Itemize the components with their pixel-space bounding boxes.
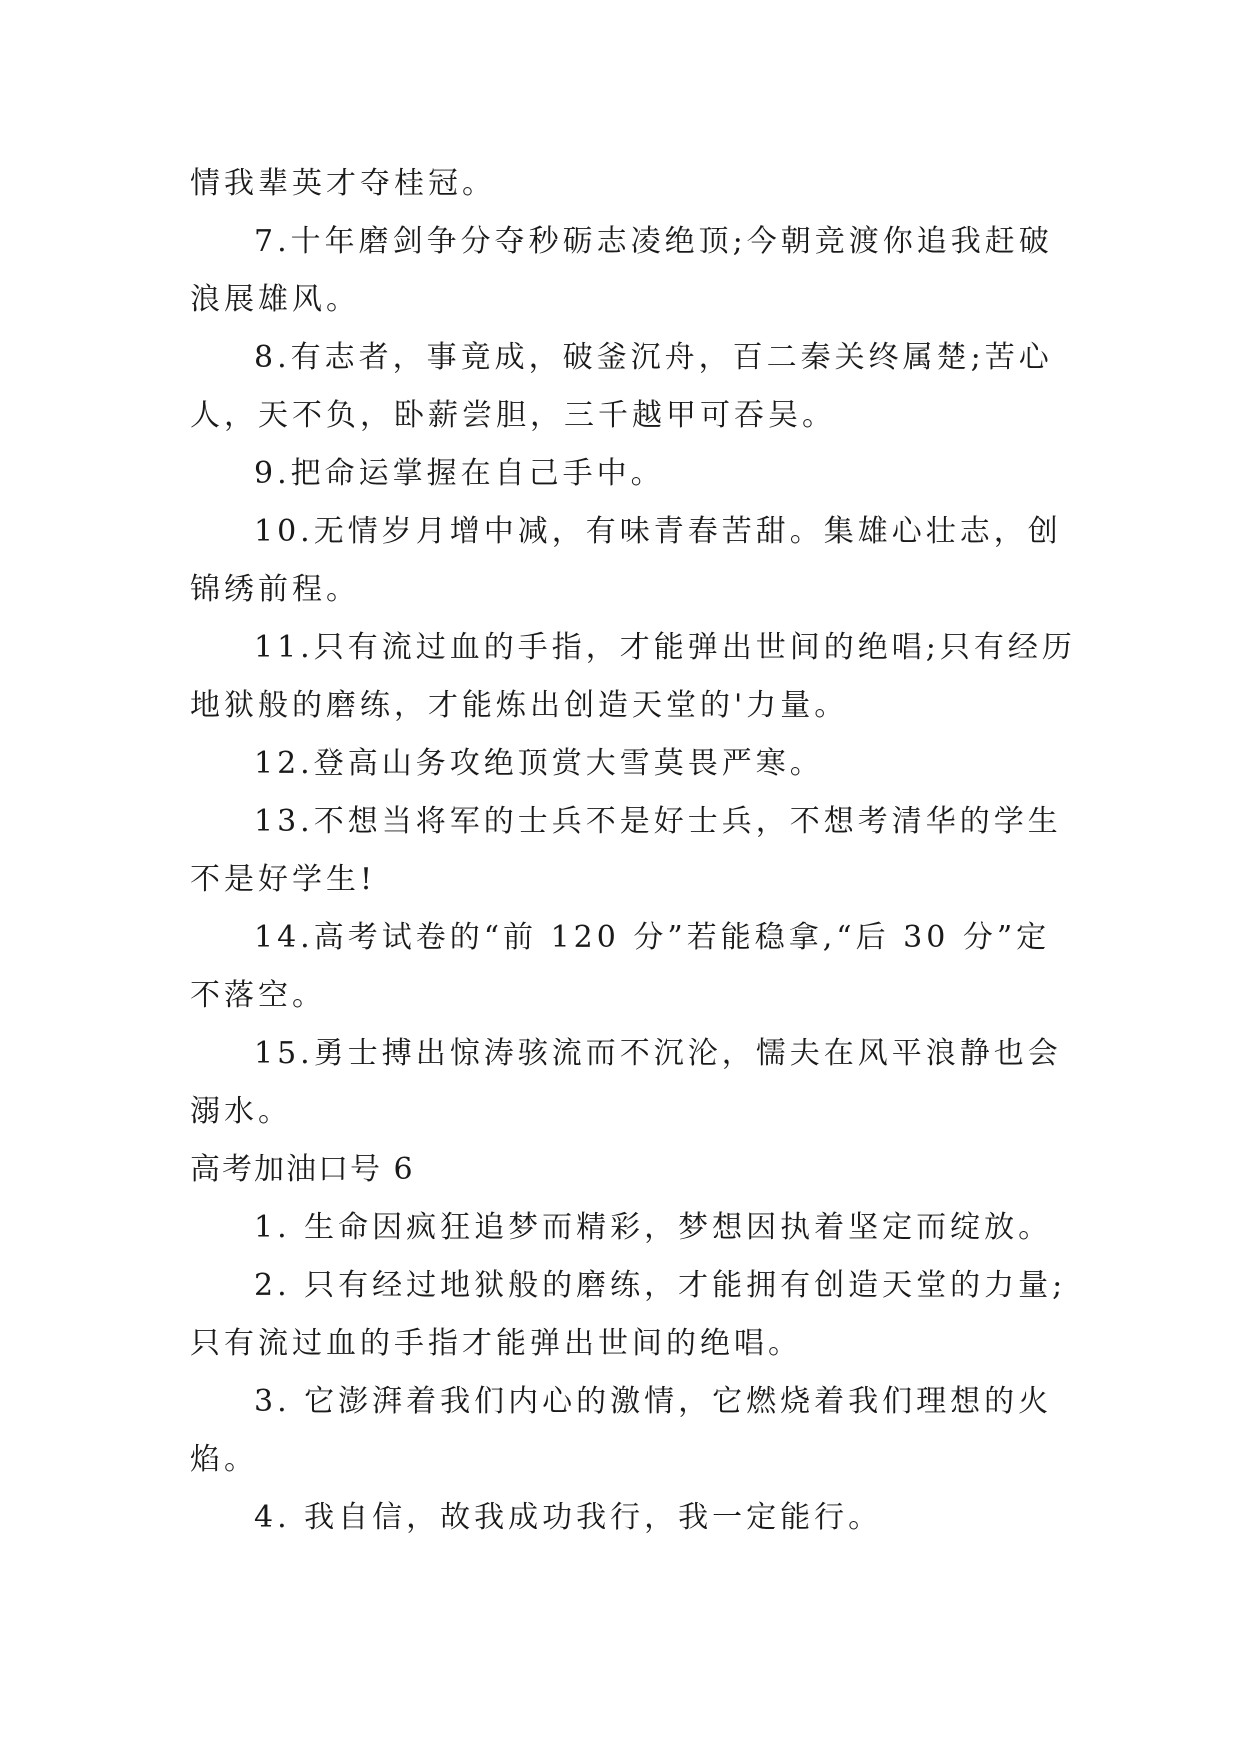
text-line: 锦绣前程。 (190, 572, 360, 607)
list-item-1: 1. 生命因疯狂追梦而精彩，梦想因执着坚定而绽放。 (254, 1210, 1053, 1245)
list-item-3: 3. 它澎湃着我们内心的激情，它燃烧着我们理想的火 (254, 1384, 1053, 1419)
list-item-14: 14.高考试卷的“前 120 分”若能稳拿,“后 30 分”定 (254, 920, 1051, 955)
section-heading: 高考加油口号 6 (190, 1152, 415, 1187)
list-item-15: 15.勇士搏出惊涛骇流而不沉沦，懦夫在风平浪静也会 (254, 1036, 1062, 1071)
list-item-12: 12.登高山务攻绝顶赏大雪莫畏严寒。 (254, 746, 824, 781)
list-item-7: 7.十年磨剑争分夺秒砺志凌绝顶;今朝竞渡你追我赶破 (254, 224, 1053, 259)
list-item-10: 10.无情岁月增中减，有味青春苦甜。集雄心壮志，创 (254, 514, 1062, 549)
text-line: 浪展雄风。 (190, 282, 360, 317)
list-item-4: 4. 我自信，故我成功我行，我一定能行。 (254, 1500, 883, 1535)
text-line: 只有流过血的手指才能弹出世间的绝唱。 (190, 1326, 802, 1361)
list-item-11: 11.只有流过血的手指，才能弹出世间的绝唱;只有经历 (254, 630, 1076, 665)
list-item-9: 9.把命运掌握在自己手中。 (254, 456, 665, 491)
text-line: 地狱般的磨练，才能炼出创造天堂的'力量。 (190, 688, 849, 723)
text-line: 人，天不负，卧薪尝胆，三千越甲可吞吴。 (190, 398, 836, 433)
text-line: 不是好学生! (190, 862, 377, 897)
text-line: 不落空。 (190, 978, 326, 1013)
list-item-13: 13.不想当将军的士兵不是好士兵，不想考清华的学生 (254, 804, 1062, 839)
text-line: 情我辈英才夺桂冠。 (190, 166, 496, 201)
document-body (190, 155, 1076, 1547)
list-item-2: 2. 只有经过地狱般的磨练，才能拥有创造天堂的力量; (254, 1268, 1067, 1303)
text-line: 溺水。 (190, 1094, 292, 1129)
text-line: 焰。 (190, 1442, 258, 1477)
list-item-8: 8.有志者，事竟成，破釜沉舟，百二秦关终属楚;苦心 (254, 340, 1053, 375)
